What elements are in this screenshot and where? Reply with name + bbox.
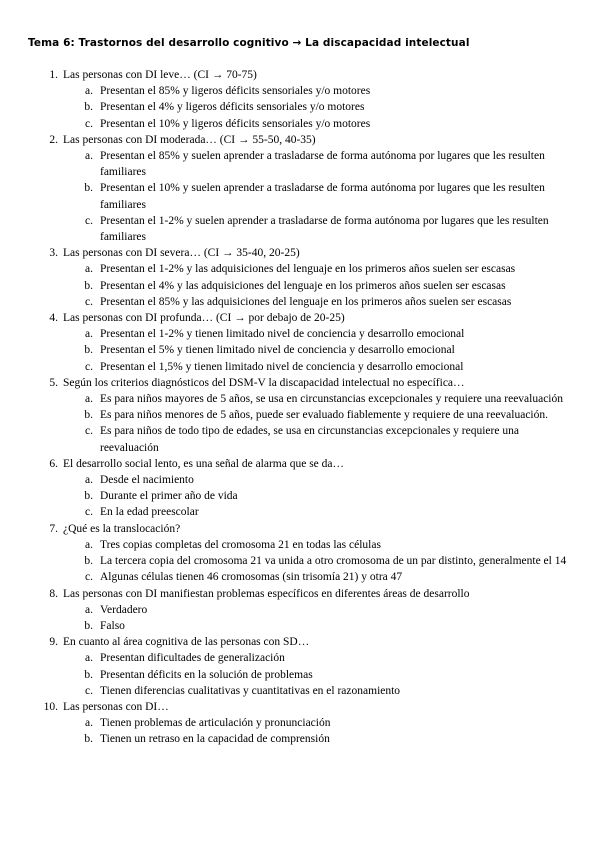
option-text: Presentan el 4% y ligeros déficits sensoriales y/o motores xyxy=(100,101,365,114)
option-text: Presentan dificultades de generalización xyxy=(100,652,285,665)
option-text: Algunas células tienen 46 cromosomas (sin trisomía 21) y otra 47 xyxy=(100,571,403,584)
question-item xyxy=(28,132,576,245)
option-letter: a. xyxy=(85,652,93,665)
option-letter: a. xyxy=(85,85,93,98)
question-number: 4. xyxy=(49,312,58,325)
answer-option xyxy=(63,83,576,99)
option-text: Presentan el 85% y las adquisiciones del lenguaje en los primeros años suelen ser escasas xyxy=(100,295,512,308)
option-text: Verdadero xyxy=(100,603,148,616)
answer-option xyxy=(63,423,576,455)
answer-option xyxy=(63,715,576,731)
option-text: En la edad preescolar xyxy=(100,506,199,519)
answer-options xyxy=(63,537,576,586)
answer-option xyxy=(63,504,576,520)
answer-option xyxy=(63,342,576,358)
option-letter: b. xyxy=(84,101,93,114)
answer-option xyxy=(63,180,576,212)
option-text: Es para niños de todo tipo de edades, se usa en circunstancias excepcionales y requiere una reevaluación xyxy=(100,425,519,454)
question-number: 8. xyxy=(49,587,58,600)
option-letter: b. xyxy=(84,733,93,746)
question-text: Las personas con DI… xyxy=(63,700,169,713)
answer-options xyxy=(63,602,576,634)
question-number: 2. xyxy=(49,133,58,146)
question-number: 10. xyxy=(43,700,58,713)
question-item xyxy=(28,310,576,375)
option-text: Es para niños mayores de 5 años, se usa en circunstancias excepcionales y requiere una reevaluación xyxy=(100,393,564,406)
answer-option xyxy=(63,683,576,699)
answer-option xyxy=(63,261,576,277)
answer-options xyxy=(63,715,576,747)
question-item xyxy=(28,586,576,635)
question-list xyxy=(28,67,576,748)
option-letter: b. xyxy=(84,409,93,422)
question-item xyxy=(28,375,576,456)
question-number: 7. xyxy=(49,522,58,535)
answer-options xyxy=(63,148,576,245)
option-letter: a. xyxy=(85,717,93,730)
question-text: En cuanto al área cognitiva de las personas con SD… xyxy=(63,636,310,649)
option-letter: a. xyxy=(85,328,93,341)
option-letter: c. xyxy=(85,571,93,584)
question-item xyxy=(28,245,576,310)
option-text: Presentan el 1-2% y las adquisiciones del lenguaje en los primeros años suelen ser escasas xyxy=(100,263,516,276)
option-text: Presentan el 85% y ligeros déficits sensoriales y/o motores xyxy=(100,85,371,98)
option-text: Tienen un retraso en la capacidad de comprensión xyxy=(100,733,330,746)
option-letter: b. xyxy=(84,619,93,632)
answer-option xyxy=(63,407,576,423)
option-text: Durante el primer año de vida xyxy=(100,490,238,503)
answer-option xyxy=(63,391,576,407)
option-text: Tienen diferencias cualitativas y cuantitativas en el razonamiento xyxy=(100,684,401,697)
answer-options xyxy=(63,261,576,310)
answer-option xyxy=(63,488,576,504)
answer-option xyxy=(63,148,576,180)
option-letter: b. xyxy=(84,344,93,357)
option-letter: c. xyxy=(85,295,93,308)
option-letter: a. xyxy=(85,603,93,616)
page-title: Tema 6: Trastornos del desarrollo cognitivo → La discapacidad intelectual xyxy=(28,37,470,49)
option-letter: c. xyxy=(85,506,93,519)
option-text: Presentan el 1-2% y suelen aprender a trasladarse de forma autónoma por lugares que les resulten familiares xyxy=(100,214,549,244)
option-text: Tres copias completas del cromosoma 21 en todas las células xyxy=(100,538,381,551)
option-text: Presentan déficits en la solución de problemas xyxy=(100,668,313,681)
option-letter: a. xyxy=(85,538,93,551)
question-number: 3. xyxy=(49,247,58,260)
option-text: Falso xyxy=(100,619,125,632)
answer-option xyxy=(63,213,576,245)
question-text: Las personas con DI leve… (CI → 70-75) xyxy=(63,69,257,81)
question-number: 9. xyxy=(49,636,58,649)
answer-option xyxy=(63,537,576,553)
option-text: Presentan el 4% y las adquisiciones del lenguaje en los primeros años suelen ser escasas xyxy=(100,279,506,292)
option-letter: b. xyxy=(84,279,93,292)
answer-option xyxy=(63,650,576,666)
question-number: 6. xyxy=(49,457,58,470)
option-letter: c. xyxy=(85,425,93,438)
option-text: Presentan el 5% y tienen limitado nivel de conciencia y desarrollo emocional xyxy=(100,344,455,357)
option-text: Desde el nacimiento xyxy=(100,474,194,487)
question-text: El desarrollo social lento, es una señal de alarma que se da… xyxy=(63,457,345,470)
question-text: Las personas con DI severa… (CI → 35-40, 20-25) xyxy=(63,247,300,260)
answer-option xyxy=(63,667,576,683)
answer-option xyxy=(63,569,576,585)
question-number: 1. xyxy=(49,69,58,81)
answer-option xyxy=(63,472,576,488)
option-letter: b. xyxy=(84,555,93,568)
option-letter: a. xyxy=(85,150,93,163)
answer-option xyxy=(63,278,576,294)
option-letter: c. xyxy=(85,360,93,373)
option-text: Presentan el 85% y suelen aprender a trasladarse de forma autónoma por lugares que les resulten familiares xyxy=(100,150,545,179)
option-text: Tienen problemas de articulación y pronunciación xyxy=(100,717,331,730)
answer-option xyxy=(63,294,576,310)
answer-options xyxy=(63,391,576,456)
option-text: La tercera copia del cromosoma 21 va unida a otro cromosoma de un par distinto, generalmente el 14 xyxy=(100,555,567,568)
question-text: Según los criterios diagnósticos del DSM-V la discapacidad intelectual no específica… xyxy=(63,376,465,389)
option-letter: a. xyxy=(85,474,93,487)
option-text: Es para niños menores de 5 años, puede ser evaluado fiablemente y requiere de una reevaluación. xyxy=(100,409,548,422)
option-text: Presentan el 1-2% y tienen limitado nivel de conciencia y desarrollo emocional xyxy=(100,328,465,341)
answer-option xyxy=(63,359,576,375)
question-text: Las personas con DI manifiestan problemas específicos en diferentes áreas de desarrollo xyxy=(63,587,470,600)
answer-options xyxy=(63,650,576,699)
answer-option xyxy=(63,116,576,132)
answer-option xyxy=(63,731,576,747)
question-item xyxy=(28,67,576,132)
option-letter: c. xyxy=(85,117,93,130)
option-text: Presentan el 10% y ligeros déficits sensoriales y/o motores xyxy=(100,117,371,130)
option-letter: c. xyxy=(85,214,93,227)
answer-option xyxy=(63,618,576,634)
answer-options xyxy=(63,326,576,375)
option-letter: b. xyxy=(84,182,93,195)
question-text: Las personas con DI moderada… (CI → 55-50, 40-35) xyxy=(63,133,316,146)
question-item xyxy=(28,456,576,521)
question-text: Las personas con DI profunda… (CI → por debajo de 20-25) xyxy=(63,312,345,325)
question-number: 5. xyxy=(49,376,58,389)
option-letter: a. xyxy=(85,263,93,276)
question-item xyxy=(28,634,576,699)
question-item xyxy=(28,521,576,586)
answer-options xyxy=(63,472,576,521)
question-text: ¿Qué es la translocación? xyxy=(63,522,181,535)
option-text: Presentan el 10% y suelen aprender a trasladarse de forma autónoma por lugares que les resulten familiares xyxy=(100,182,545,211)
answer-option xyxy=(63,99,576,115)
answer-options xyxy=(63,83,576,132)
option-letter: c. xyxy=(85,684,93,697)
answer-option xyxy=(63,326,576,342)
option-letter: b. xyxy=(84,490,93,503)
question-item xyxy=(28,699,576,748)
option-text: Presentan el 1,5% y tienen limitado nivel de conciencia y desarrollo emocional xyxy=(100,360,464,373)
answer-option xyxy=(63,553,576,569)
answer-option xyxy=(63,602,576,618)
option-letter: a. xyxy=(85,393,93,406)
option-letter: b. xyxy=(84,668,93,681)
